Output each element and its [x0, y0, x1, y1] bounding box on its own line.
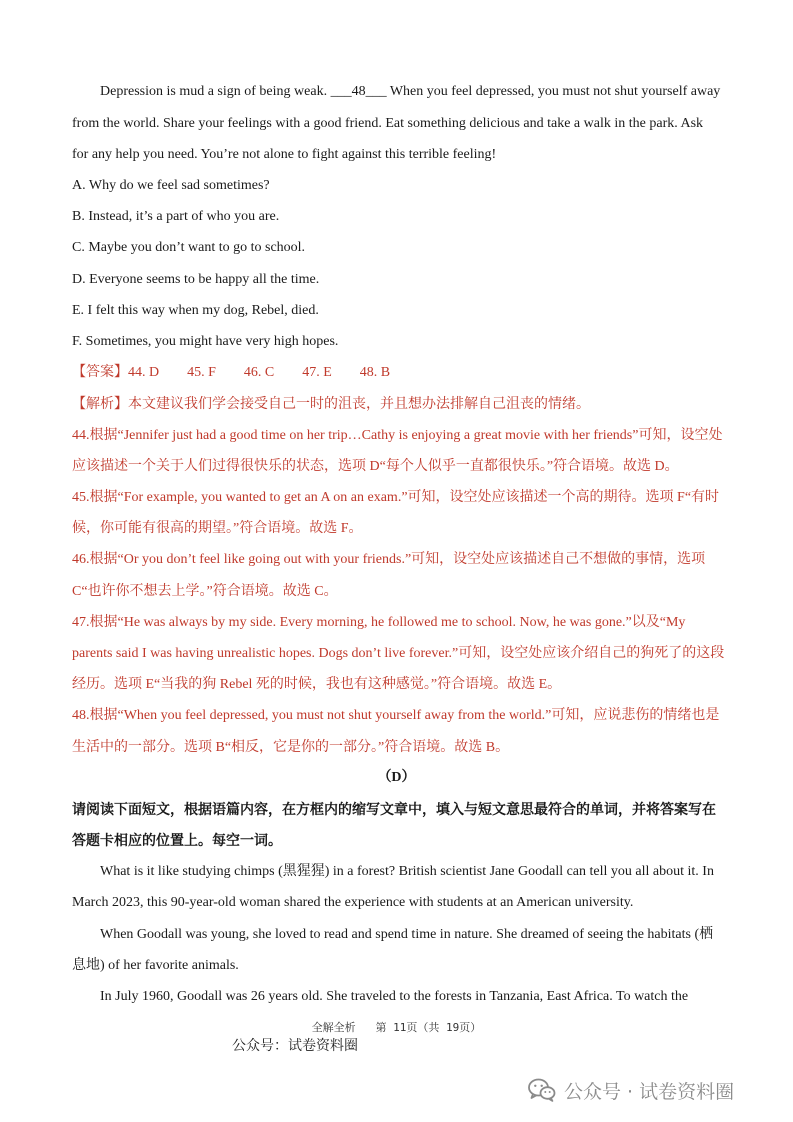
explanation-line: 47.根据“He was always by my side. Every morning, he followed me to school. Now, he was gone.”以及“My	[72, 615, 686, 630]
analysis-label: 【解析】	[72, 397, 128, 412]
explanation-line: 候，你可能有很高的期望。”符合语境。故选 F。	[72, 521, 363, 536]
analysis-summary: 本文建议我们学会接受自己一时的沮丧，并且想办法排解自己沮丧的情绪。	[128, 397, 590, 412]
passage-line: What is it like studying chimps (黑猩猩) in a forest? British scientist Jane Goodall can tell you all about it. In	[100, 864, 714, 879]
explanation-line: 生活中的一部分。选项 B“相反，它是你的一部分。”符合语境。故选 B。	[72, 740, 510, 755]
passage-line: March 2023, this 90-year-old woman shared the experience with students at an American university.	[72, 895, 634, 910]
passage-line: When Goodall was young, she loved to read and spend time in nature. She dreamed of seeing the habitats (栖	[100, 927, 714, 942]
wechat-icon	[528, 1078, 556, 1102]
answer-line	[72, 363, 390, 383]
option-a: A. Why do we feel sad sometimes?	[72, 178, 270, 193]
option-d: D. Everyone seems to be happy all the time.	[72, 272, 320, 287]
passage-line: for any help you need. You’re not alone to fight against this terrible feeling!	[72, 147, 497, 162]
passage-line: from the world. Share your feelings with a good friend. Eat something delicious and take a walk in the park. Ask	[72, 116, 704, 131]
explanation-line: 46.根据“Or you don’t feel like going out with your friends.”可知，设空处应该描述自己不想做的事情，选项	[72, 552, 706, 567]
section-heading: （D）	[377, 770, 416, 785]
analysis-line	[72, 395, 590, 415]
passage-line: In July 1960, Goodall was 26 years old. She traveled to the forests in Tanzania, East Africa. To watch the	[100, 989, 689, 1004]
explanation-line: 经历。选项 E“当我的狗 Rebel 死的时候，我也有这种感觉。”符合语境。故选 E。	[72, 677, 562, 692]
explanation-line: 48.根据“When you feel depressed, you must not shut yourself away from the world.”可知，应说悲伤的情绪也是	[72, 708, 720, 723]
passage-line: 息地) of her favorite animals.	[72, 958, 239, 973]
explanation-line: 44.根据“Jennifer just had a good time on her trip…Cathy is enjoying a great movie with her friends”可知，设空处	[72, 428, 723, 443]
explanation-line: 应该描述一个关于人们过得很快乐的状态，选项 D“每个人似乎一直都很快乐。”符合语境。故选 D。	[72, 459, 679, 474]
option-b: B. Instead, it’s a part of who you are.	[72, 209, 280, 224]
instruction-line: 答题卡相应的位置上。每空一词。	[72, 833, 282, 849]
option-c: C. Maybe you don’t want to go to school.	[72, 240, 306, 255]
passage-line: Depression is mud a sign of being weak. ___48___ When you feel depressed, you must not shut yourself away	[100, 84, 721, 99]
instruction-line: 请阅读下面短文，根据语篇内容，在方框内的缩写文章中，填入与短文意思最符合的单词，并将答案写在	[72, 802, 716, 818]
explanation-line: C“也许你不想去上学。”符合语境。故选 C。	[72, 584, 338, 599]
watermark	[528, 1076, 734, 1104]
gongzhonghao-label: 公众号：试卷资料圈	[232, 1038, 358, 1054]
option-e: E. I felt this way when my dog, Rebel, died.	[72, 303, 319, 318]
answer-values: 44. D 45. F 46. C 47. E 48. B	[128, 365, 391, 380]
explanation-line: 45.根据“For example, you wanted to get an A on an exam.”可知，设空处应该描述一个高的期待。选项 F“有时	[72, 490, 720, 505]
option-f: F. Sometimes, you might have very high hopes.	[72, 334, 339, 349]
answer-label: 【答案】	[72, 365, 128, 380]
watermark-text: 公众号 · 试卷资料圈	[564, 1080, 735, 1103]
explanation-line: parents said I was having unrealistic hopes. Dogs don’t live forever.”可知，设空处应该介绍自己的狗死了的这段	[72, 646, 725, 661]
page-footer: 全解全析 第 11页（共 19页）	[311, 1021, 482, 1034]
